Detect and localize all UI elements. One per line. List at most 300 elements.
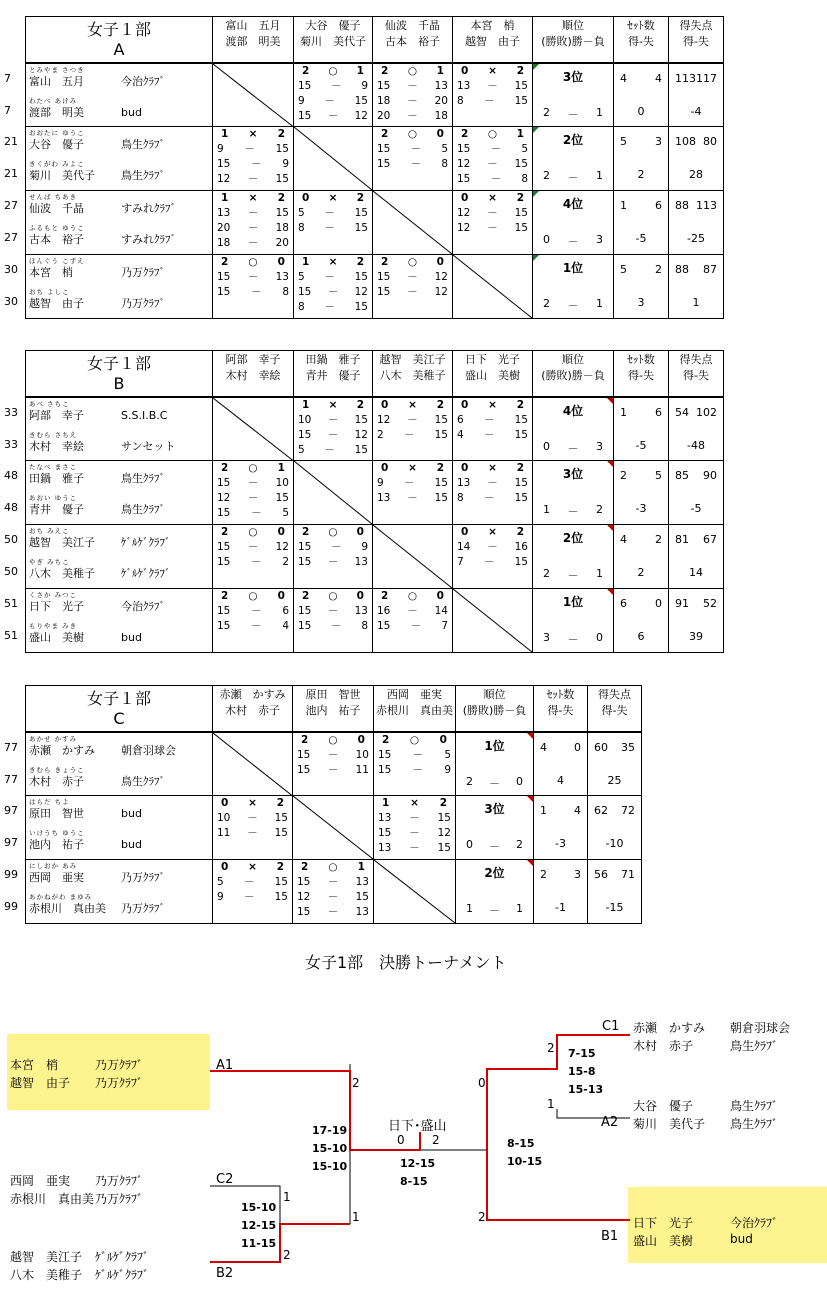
seed-number: 30 <box>4 263 18 276</box>
dash: － <box>327 109 339 122</box>
point-diff: -10 <box>605 837 624 850</box>
dash: － <box>324 301 335 313</box>
slot-tag: C1 <box>602 1019 620 1034</box>
seed-number: 48 <box>4 501 18 514</box>
player-club: 乃万ｸﾗﾌﾞ <box>121 871 165 884</box>
result-part: × <box>248 128 258 140</box>
stat-header-bottom: 得-失 <box>683 35 709 48</box>
dash: － <box>251 620 262 632</box>
header-name: 菊川 美代子 <box>300 35 366 48</box>
stat-header-top: ｾｯﾄ数 <box>627 19 655 32</box>
dash: － <box>410 620 422 632</box>
game-points: 8 <box>457 492 464 504</box>
sets-won: 2 <box>540 868 547 881</box>
dash: － <box>327 413 339 426</box>
result-part: 2 <box>221 590 229 602</box>
dash: － <box>407 286 418 298</box>
wins: 2 <box>543 297 550 310</box>
game-points: 9 <box>217 891 224 903</box>
result-part: ○ <box>328 64 338 77</box>
bracket-player-club: 乃万ｸﾗﾌﾞ <box>95 1174 144 1188</box>
set-diff: 3 <box>637 296 645 309</box>
result-part: × <box>410 797 419 809</box>
result-part: 2 <box>356 256 364 268</box>
game-points: 9 <box>282 158 289 170</box>
stat-header-top: 得失点 <box>679 353 713 366</box>
dash: － <box>324 443 335 456</box>
player-club: 乃万ｸﾗﾌﾞ <box>121 266 165 279</box>
dash: － <box>243 876 255 888</box>
game-points: 15 <box>514 477 528 489</box>
point-diff: 1 <box>692 296 700 309</box>
dash: － <box>247 271 259 283</box>
game-score: 11-15 <box>241 1237 277 1250</box>
wins: 0 <box>543 233 550 246</box>
game-points: 14 <box>434 605 448 617</box>
dash: － <box>487 79 498 92</box>
result-part: 0 <box>302 192 310 204</box>
result-part: 2 <box>381 256 389 268</box>
player-name: 西岡 亜実 <box>29 871 84 884</box>
bracket-player-club: ｹﾞﾙｹﾞｸﾗﾌﾞ <box>95 1268 150 1282</box>
game-points: 5 <box>298 207 305 219</box>
player-kana: ほんぐう こずえ <box>29 257 85 265</box>
seed-number: 99 <box>4 868 18 881</box>
dash: － <box>567 235 579 248</box>
result-part: 0 <box>436 128 444 140</box>
player-club: すみれｸﾗﾌﾞ <box>121 202 176 215</box>
result-part: 1 <box>221 128 229 140</box>
player-club: すみれｸﾗﾌﾞ <box>121 233 176 246</box>
result-part: 2 <box>516 462 524 474</box>
result-part: 1 <box>356 64 364 77</box>
game-points: 5 <box>217 876 224 888</box>
player-kana: おおたに ゆうこ <box>29 129 85 137</box>
result-part: 1 <box>516 128 524 140</box>
seed-number: 50 <box>4 533 18 546</box>
game-points: 15 <box>298 428 312 441</box>
seed-number: 77 <box>4 772 18 786</box>
game-points: 4 <box>282 620 289 632</box>
division-label: 女子１部 <box>86 689 151 708</box>
game-points: 15 <box>298 620 312 632</box>
result-part: × <box>488 398 497 411</box>
points-for: 108 <box>675 135 696 148</box>
game-points: 10 <box>355 748 369 761</box>
game-points: 13 <box>354 556 368 568</box>
games-won: 2 <box>547 1041 555 1055</box>
game-points: 15 <box>377 158 391 170</box>
points-against: 35 <box>621 740 635 754</box>
player-name: 赤瀬 かすみ <box>29 743 95 757</box>
points-for: 88 <box>675 263 689 276</box>
stat-header-bottom: 得-失 <box>601 704 628 717</box>
bracket-player-name: 大谷 優子 <box>633 1099 694 1113</box>
result-part: 0 <box>439 733 447 746</box>
result-part: × <box>488 64 497 77</box>
game-points: 8 <box>282 286 289 298</box>
result-part: ○ <box>487 128 498 140</box>
player-club: ｹﾞﾙｹﾞｸﾗﾌﾞ <box>121 536 171 549</box>
result-part: ○ <box>248 256 258 268</box>
player-name: 古本 裕子 <box>29 233 84 246</box>
game-points: 18 <box>217 237 231 249</box>
dash: － <box>247 477 259 489</box>
result-part: 0 <box>436 590 444 602</box>
bracket-player-club: 乃万ｸﾗﾌﾞ <box>95 1058 144 1072</box>
set-diff: -5 <box>635 438 647 452</box>
dash: － <box>247 827 258 839</box>
game-points: 15 <box>378 763 392 776</box>
points-against: 72 <box>621 804 635 817</box>
dash: － <box>409 842 420 854</box>
result-part: 2 <box>276 861 284 873</box>
game-points: 13 <box>377 492 391 504</box>
dash: － <box>327 605 339 617</box>
dash: － <box>483 413 495 426</box>
dash: － <box>490 143 502 155</box>
game-points: 12 <box>297 891 311 903</box>
group-label: C <box>113 709 125 728</box>
seed-number: 7 <box>4 71 11 85</box>
seed-number: 21 <box>4 167 18 180</box>
dash: － <box>403 428 415 441</box>
dash: － <box>331 541 342 553</box>
result-part: 0 <box>461 526 469 538</box>
result-part: 2 <box>276 797 284 809</box>
result-part: 2 <box>221 526 229 538</box>
sets-won: 1 <box>620 405 627 419</box>
seed-number: 33 <box>4 437 18 451</box>
result-part: 1 <box>436 64 444 77</box>
result-part: 2 <box>461 128 469 140</box>
games-won: 1 <box>352 1210 360 1224</box>
player-name: 阿部 幸子 <box>29 408 84 422</box>
rank: 2位 <box>484 866 505 880</box>
result-part: 2 <box>301 861 309 873</box>
header-name: 原田 智世 <box>305 688 361 701</box>
game-points: 15 <box>514 222 528 234</box>
game-points: 15 <box>298 286 312 298</box>
game-points: 15 <box>434 477 448 489</box>
game-points: 15 <box>298 79 312 92</box>
result-part: × <box>248 861 257 873</box>
player-club: 今治ｸﾗﾌﾞ <box>121 74 165 88</box>
game-points: 15 <box>514 94 528 107</box>
result-part: 0 <box>221 861 229 873</box>
header-name: 田鍋 雅子 <box>305 353 361 366</box>
game-points: 15 <box>297 876 311 888</box>
game-points: 15 <box>514 158 528 170</box>
dash: － <box>251 605 262 617</box>
game-points: 9 <box>361 541 368 553</box>
dash: － <box>407 605 418 617</box>
header-name: 古本 裕子 <box>385 35 440 48</box>
game-points: 13 <box>354 605 368 617</box>
game-points: 16 <box>514 541 528 553</box>
tournament-title: 女子1部 決勝トーナメント <box>305 953 507 972</box>
header-name: 赤瀬 かすみ <box>219 688 286 701</box>
losses: 3 <box>596 439 603 453</box>
result-part: 2 <box>221 462 229 474</box>
game-points: 8 <box>298 301 305 313</box>
result-part: 2 <box>436 398 444 411</box>
champion: 日下･盛山 <box>388 1119 447 1134</box>
header-name: 越智 由子 <box>465 35 520 48</box>
game-points: 15 <box>514 207 528 219</box>
game-points: 15 <box>514 79 528 92</box>
game-points: 15 <box>274 876 288 888</box>
wins: 2 <box>543 105 550 119</box>
player-club: bud <box>121 631 142 644</box>
game-points: 15 <box>275 173 289 185</box>
seed-number: 97 <box>4 836 18 849</box>
game-points: 8 <box>457 94 464 107</box>
game-score: 8-15 <box>400 1175 428 1188</box>
slot-tag: A2 <box>601 1115 619 1130</box>
dash: － <box>409 812 420 824</box>
player-kana: たなべ まさこ <box>29 463 78 471</box>
dash: － <box>327 906 339 918</box>
game-points: 13 <box>355 906 369 918</box>
player-club: bud <box>121 838 142 851</box>
header-name: 富山 五月 <box>225 19 281 32</box>
result-part: 2 <box>436 462 444 474</box>
dash: － <box>483 556 495 568</box>
game-points: 15 <box>217 556 231 568</box>
seed-number: 50 <box>4 565 18 578</box>
set-diff: 4 <box>557 773 564 787</box>
player-kana: はらだ ちよ <box>29 798 70 806</box>
game-points: 12 <box>437 827 451 839</box>
header-name: 日下 光子 <box>465 353 520 366</box>
dash: － <box>407 271 418 283</box>
result-part: 2 <box>221 256 229 268</box>
result-part: 0 <box>381 462 389 474</box>
result-part: 0 <box>356 590 364 602</box>
game-points: 15 <box>298 605 312 617</box>
point-diff: -4 <box>690 104 702 118</box>
stat-header-bottom: 得-失 <box>628 369 654 382</box>
rank: 4位 <box>562 403 584 418</box>
result-part: 0 <box>221 797 229 809</box>
result-part: 2 <box>516 398 524 411</box>
player-kana: あかせ かすみ <box>29 734 78 743</box>
player-club: 鳥生ｸﾗﾌﾞ <box>121 138 165 151</box>
player-club: bud <box>121 807 142 820</box>
player-kana: くさか みつこ <box>29 591 77 599</box>
sets-lost: 2 <box>655 533 662 546</box>
bracket-player-name: 菊川 美代子 <box>633 1117 706 1131</box>
seed-number: 21 <box>4 135 18 148</box>
player-name: 田鍋 雅子 <box>29 472 84 485</box>
game-points: 15 <box>378 827 392 839</box>
player-club: 鳥生ｸﾗﾌﾞ <box>121 503 165 516</box>
game-points: 15 <box>377 79 391 92</box>
stat-header-top: 順位 <box>562 19 584 32</box>
dash: － <box>247 812 258 824</box>
point-diff: -48 <box>687 438 705 452</box>
game-points: 13 <box>378 842 392 854</box>
sets-won: 2 <box>620 469 627 482</box>
result-part: 0 <box>356 526 364 538</box>
set-diff: 6 <box>637 630 645 643</box>
result-part: ○ <box>328 590 338 602</box>
game-score: 15-10 <box>241 1201 277 1214</box>
dash: － <box>327 876 339 888</box>
game-points: 15 <box>377 286 391 298</box>
points-against: 117 <box>696 71 717 85</box>
game-points: 20 <box>434 94 448 107</box>
player-kana: やぎ みちこ <box>29 558 70 566</box>
game-points: 11 <box>217 827 231 839</box>
result-part: 1 <box>221 192 229 204</box>
set-diff: 0 <box>637 104 645 118</box>
result-part: ○ <box>409 733 420 746</box>
game-points: 5 <box>298 271 305 283</box>
sets-won: 1 <box>620 199 627 212</box>
dash: － <box>244 143 255 155</box>
player-club: 乃万ｸﾗﾌﾞ <box>121 297 165 310</box>
game-points: 5 <box>282 507 289 519</box>
player-name: 木村 赤子 <box>29 774 84 788</box>
game-points: 15 <box>457 173 471 185</box>
game-points: 15 <box>217 541 231 553</box>
points-against: 113 <box>696 199 717 212</box>
game-points: 15 <box>377 143 391 155</box>
dash: － <box>567 171 579 184</box>
dash: － <box>489 904 500 917</box>
player-name: 木村 幸絵 <box>29 439 84 453</box>
dash: － <box>409 827 420 839</box>
wins: 2 <box>466 774 473 788</box>
game-points: 15 <box>297 748 311 761</box>
game-points: 15 <box>354 94 368 107</box>
result-part: 2 <box>516 192 524 204</box>
game-points: 15 <box>298 556 312 568</box>
rank: 3位 <box>562 69 584 84</box>
game-points: 18 <box>434 109 448 122</box>
stat-header-top: ｾｯﾄ数 <box>627 353 655 366</box>
point-diff: 14 <box>689 566 703 579</box>
wins: 0 <box>543 439 550 453</box>
game-points: 15 <box>354 271 368 283</box>
losses: 2 <box>596 503 603 516</box>
player-name: 越智 由子 <box>29 297 84 310</box>
dash: － <box>327 763 339 776</box>
game-score: 8-15 <box>507 1137 535 1150</box>
game-points: 15 <box>274 812 288 824</box>
set-diff: -5 <box>635 232 647 245</box>
seed-number: 7 <box>4 103 11 117</box>
sets-won: 5 <box>620 263 627 276</box>
game-points: 5 <box>444 748 451 761</box>
header-name: 八木 美稚子 <box>379 369 446 382</box>
points-against: 67 <box>703 533 717 546</box>
bracket-player-club: 鳥生ｸﾗﾌﾞ <box>730 1117 779 1131</box>
result-part: ○ <box>328 526 338 538</box>
game-points: 18 <box>275 222 289 234</box>
result-part: ○ <box>248 526 258 538</box>
bracket-player-name: 西岡 亜実 <box>10 1174 71 1188</box>
points-against: 71 <box>621 868 635 881</box>
game-points: 15 <box>434 413 448 426</box>
player-kana: おち みえこ <box>29 527 70 535</box>
result-part: 0 <box>461 398 469 411</box>
sets-lost: 2 <box>655 263 662 276</box>
seed-number: 27 <box>4 199 18 212</box>
game-points: 6 <box>282 605 289 617</box>
dash: － <box>327 748 339 761</box>
bracket-player-club: 乃万ｸﾗﾌﾞ <box>95 1076 144 1090</box>
game-points: 12 <box>275 541 289 553</box>
losses: 2 <box>516 838 523 851</box>
stat-header-bottom: 得-失 <box>683 369 709 382</box>
player-name: 原田 智世 <box>29 807 84 820</box>
dash: － <box>407 413 418 426</box>
game-points: 12 <box>377 413 391 426</box>
result-part: 0 <box>461 462 469 474</box>
seed-number: 27 <box>4 231 18 244</box>
game-score: 15-10 <box>312 1142 348 1155</box>
sets-won: 6 <box>620 597 627 610</box>
game-points: 12 <box>457 158 471 170</box>
bracket-player-club: 鳥生ｸﾗﾌﾞ <box>730 1099 779 1113</box>
result-part: × <box>488 526 497 538</box>
game-points: 15 <box>514 556 528 568</box>
player-name: 池内 祐子 <box>29 838 84 851</box>
sets-lost: 0 <box>655 597 662 610</box>
dash: － <box>487 541 498 553</box>
game-points: 15 <box>298 541 312 553</box>
result-part: ○ <box>328 733 338 746</box>
sets-won: 5 <box>620 135 627 148</box>
player-kana: あかねがわ まゆみ <box>29 893 93 901</box>
dash: － <box>412 763 424 776</box>
stat-header-top: 順位 <box>483 688 506 701</box>
slot-tag: B1 <box>601 1229 619 1244</box>
rank: 3位 <box>562 467 584 481</box>
result-part: × <box>408 398 417 411</box>
player-kana: ふるもと ゆうこ <box>29 224 85 232</box>
sets-lost: 6 <box>655 405 662 419</box>
sets-lost: 6 <box>655 199 662 212</box>
result-part: 2 <box>302 64 310 77</box>
header-name: 青井 優子 <box>305 369 361 382</box>
game-points: 10 <box>275 477 289 489</box>
player-kana: いけうち ゆうこ <box>29 829 85 837</box>
bracket-player-club: ｹﾞﾙｹﾞｸﾗﾌﾞ <box>95 1250 150 1264</box>
dash: － <box>243 891 255 903</box>
result-part: ○ <box>407 128 418 140</box>
game-points: 15 <box>217 271 231 283</box>
points-for: 113 <box>675 71 696 85</box>
header-name: 仙波 千晶 <box>385 19 440 32</box>
games-won: 2 <box>478 1210 486 1224</box>
stat-header-bottom: 得-失 <box>547 704 574 717</box>
player-name: 富山 五月 <box>29 74 84 88</box>
game-points: 13 <box>457 79 471 92</box>
stat-header-top: 得失点 <box>598 688 631 701</box>
game-points: 12 <box>217 173 231 185</box>
dash: － <box>251 286 262 298</box>
points-against: 80 <box>703 135 717 148</box>
player-name: 越智 美江子 <box>29 536 95 549</box>
result-part: × <box>488 462 497 474</box>
sets-lost: 5 <box>655 469 662 482</box>
wins: 0 <box>466 838 473 851</box>
game-score: 12-15 <box>400 1157 436 1170</box>
